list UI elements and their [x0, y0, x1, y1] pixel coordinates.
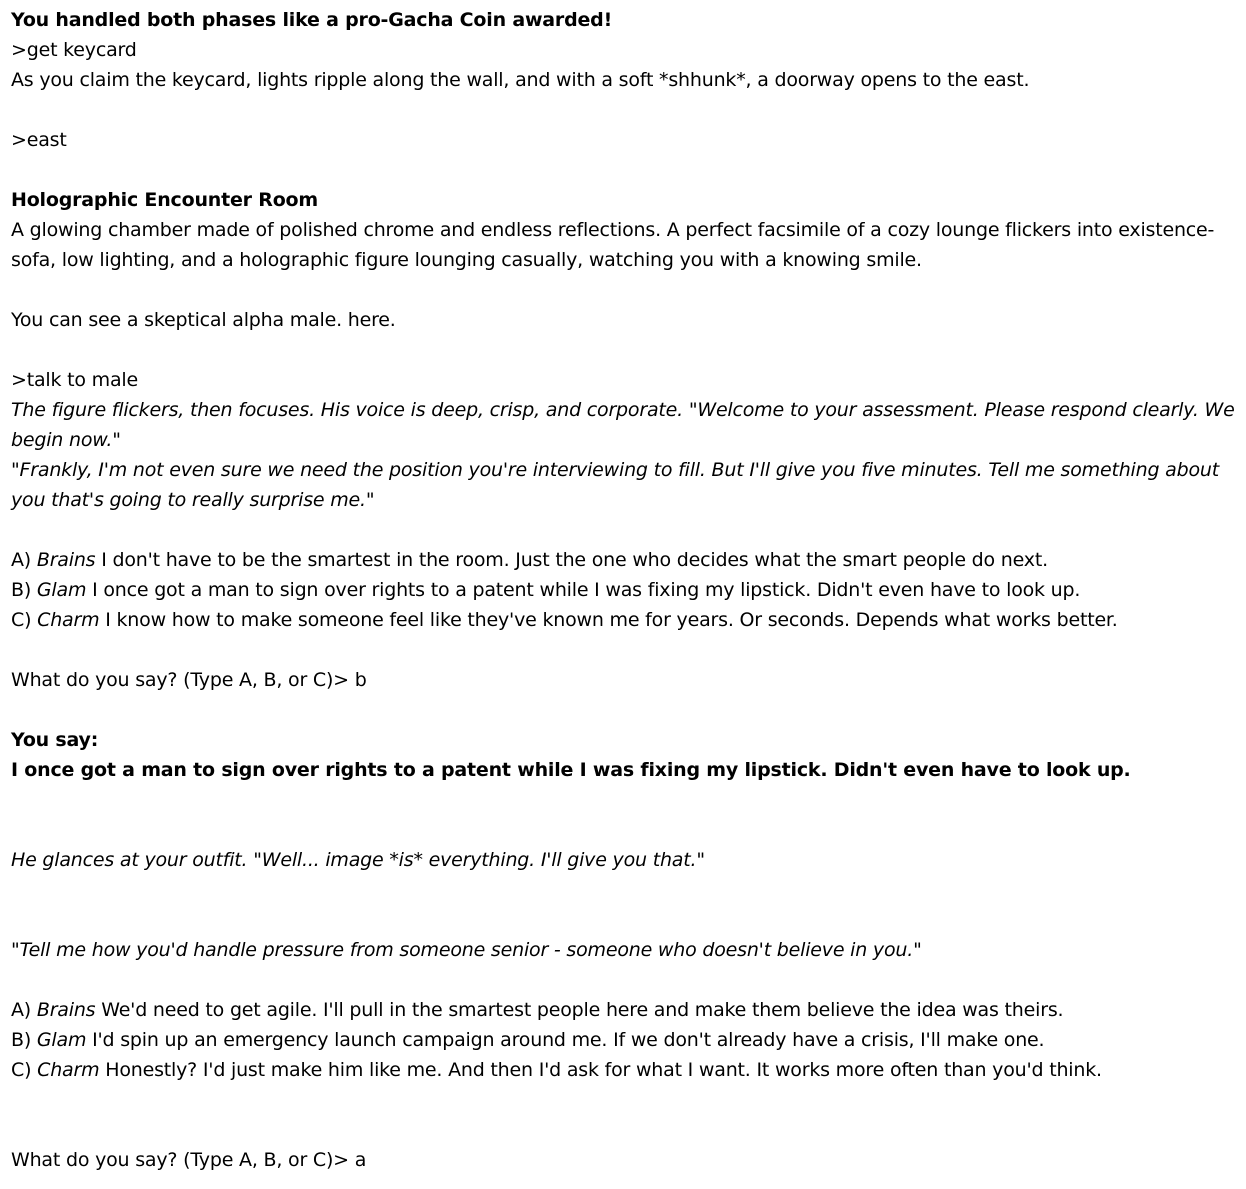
spacer [11, 905, 1243, 935]
keycard-response: As you claim the keycard, lights ripple along the wall, and with a soft *shhunk*, a doorway opens to the east. [11, 69, 1030, 91]
room-objects: You can see a skeptical alpha male. here. [11, 309, 396, 331]
choice-letter: C) [11, 609, 32, 631]
command-talk: >talk to male [11, 369, 138, 391]
npc-intro: The figure flickers, then focuses. His voice is deep, crisp, and corporate. "Welcome to your assessment. Please respond clearly. We begin now." [11, 399, 1241, 451]
choice-trait: Brains [36, 549, 96, 571]
room-title: Holographic Encounter Room [11, 189, 318, 211]
choice-text: I know how to make someone feel like they've known me for years. Or seconds. Depends what works better. [105, 609, 1118, 631]
choice-option [11, 1025, 1243, 1055]
spacer [11, 95, 1243, 125]
choice-text: I'd spin up an emergency launch campaign around me. If we don't already have a crisis, I'll make one. [92, 1029, 1045, 1051]
choice-trait: Glam [36, 579, 87, 601]
choice-trait: Brains [36, 999, 96, 1021]
spacer [11, 515, 1243, 545]
spacer [11, 875, 1243, 905]
choice-letter: A) [11, 549, 32, 571]
spacer [11, 1085, 1243, 1115]
choice-option [11, 575, 1243, 605]
choice-letter: C) [11, 1059, 32, 1081]
you-say-text: I once got a man to sign over rights to a patent while I was fixing my lipstick. Didn't even have to look up. [11, 759, 1131, 781]
spacer [11, 635, 1243, 665]
spacer [11, 275, 1243, 305]
spacer [11, 965, 1243, 995]
spacer [11, 155, 1243, 185]
choice-option [11, 605, 1243, 635]
choice-option [11, 995, 1243, 1025]
game-transcript [11, 5, 1243, 1175]
choice-trait: Glam [36, 1029, 87, 1051]
choice-letter: B) [11, 579, 32, 601]
award-message: You handled both phases like a pro-Gacha Coin awarded! [11, 9, 613, 31]
choice-text: We'd need to get agile. I'll pull in the smartest people here and make them believe the idea was theirs. [101, 999, 1064, 1021]
spacer [11, 335, 1243, 365]
choice-letter: A) [11, 999, 32, 1021]
spacer [11, 1115, 1243, 1145]
choice-trait: Charm [37, 609, 100, 631]
spacer [11, 815, 1243, 845]
choice-option [11, 545, 1243, 575]
you-say-label: You say: [11, 729, 99, 751]
npc-question-1: "Frankly, I'm not even sure we need the position you're interviewing to fill. But I'll give you five minutes. Tell me something about you that's going to really surprise me." [11, 459, 1225, 511]
command-east: >east [11, 129, 67, 151]
npc-reaction: He glances at your outfit. "Well... image *is* everything. I'll give you that." [11, 849, 705, 871]
choice-trait: Charm [37, 1059, 100, 1081]
choice-prompt-2: What do you say? (Type A, B, or C)> a [11, 1149, 367, 1171]
choice-text: I once got a man to sign over rights to a patent while I was fixing my lipstick. Didn't even have to look up. [92, 579, 1081, 601]
npc-question-2: "Tell me how you'd handle pressure from someone senior - someone who doesn't believe in you." [11, 939, 922, 961]
room-description: A glowing chamber made of polished chrome and endless reflections. A perfect facsimile of a cozy lounge flickers into existence-sofa, low lighting, and a holographic figure lounging casually, watching you with a knowing smile. [11, 219, 1215, 271]
command-get-keycard: >get keycard [11, 39, 137, 61]
choice-text: Honestly? I'd just make him like me. And then I'd ask for what I want. It works more often than you'd think. [105, 1059, 1102, 1081]
choice-prompt-1: What do you say? (Type A, B, or C)> b [11, 669, 367, 691]
spacer [11, 695, 1243, 725]
choice-option [11, 1055, 1243, 1085]
choice-letter: B) [11, 1029, 32, 1051]
choice-text: I don't have to be the smartest in the room. Just the one who decides what the smart people do next. [101, 549, 1048, 571]
spacer [11, 785, 1243, 815]
